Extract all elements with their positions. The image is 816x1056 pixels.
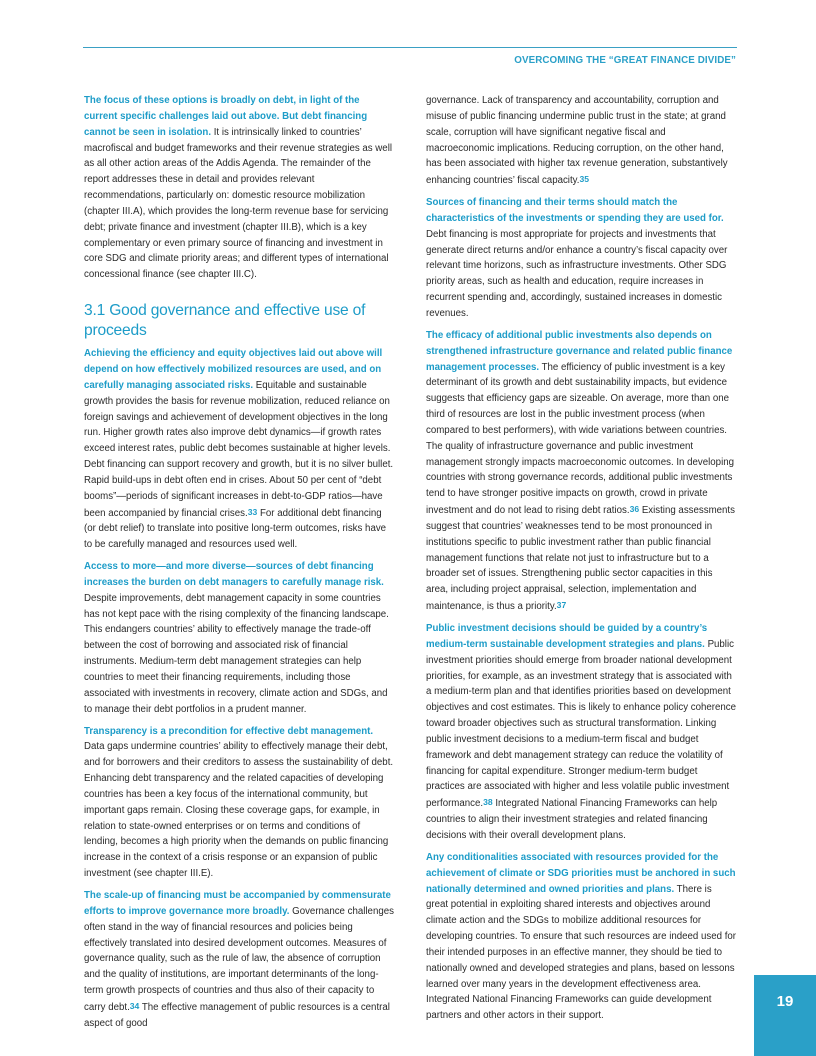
- paragraph-lead: Public investment decisions should be guided by a country’s medium-term sustainable development strategies and plans.: [426, 623, 708, 650]
- paragraph-conditionalities: [426, 850, 736, 1024]
- right-column: [426, 93, 736, 1030]
- paragraph-text: Governance challenges often stand in the way of financial resources and policies being effectively translated into desired development outcomes. Measures of governance quality, such as the rule of law, the absence of corruption and the quality of institutions, are important determinants of the long-term growth prospects of countries and thus also of their capacity to carry debt.: [84, 905, 394, 1013]
- paragraph-text: Equitable and sustainable growth provides the basis for revenue mobilization, reduced reliance on foreign savings and achievement of development objectives in the long run. Higher growth rates also improve debt dynamics—if growth rates exceed interest rates, public debt becomes sustainable at higher levels. Debt financing can support recovery and growth, but it is no silver bullet. Rapid build-ups in debt often end in crises. About 50 per cent of “debt booms”—periods of significant increases in debt-to-GDP ratios—have been accompanied by financial crises.: [84, 379, 394, 519]
- paragraph-lead: Achieving the efficiency and equity objectives laid out above will depend on how effectively mobilized resources are used, and on carefully managing associated risks.: [84, 348, 383, 391]
- header-rule: [83, 47, 737, 48]
- paragraph-text: Integrated National Financing Frameworks can help countries to align their investment strategies and related financing decisions with their overall development plans.: [426, 798, 718, 841]
- paragraph-text: There is great potential in exploiting shared interests and objectives around climate action and the SDGs to mobilize additional resources for developing countries. To ensure that such resources are indeed used for their intended purposes in an effective manner, they should be tied to nationally owned and developed strategies and plans, based on lessons learned over many years in the development effectiveness area. Integrated National Financing Frameworks can guide development partners and other actors in their support.: [426, 883, 737, 1022]
- footnote-ref-36[interactable]: 36: [629, 504, 640, 515]
- footnote-ref-35[interactable]: 35: [579, 174, 590, 185]
- paragraph-lead: Any conditionalities associated with resources provided for the achievement of climate or SDG priorities must be anchored in such nationally determined and owned priorities and plans.: [426, 851, 736, 895]
- paragraph-text: The effective management of public resources is a central aspect of good: [84, 1001, 390, 1029]
- paragraph-text: Existing assessments suggest that countries’ weaknesses tend to be most pronounced in institutions specific to public investment rather than public financial management functions that relate not just to infrastructure but to a broader set of issues. Strengthening public sector capacities in this area, including project appraisal, selection, implementation and maintenance, is thus a priority.: [426, 505, 735, 613]
- paragraph-text: Debt financing is most appropriate for projects and investments that generate direct returns and/or enhance a country’s fiscal capacity over relevant time horizons, such as infrastructure investments. Other SDG priority areas, such as health and education, require increases in recurrent spending and, accordingly, sustained increases in domestic revenues.: [426, 228, 728, 319]
- paragraph-lead: Sources of financing and their terms should match the characteristics of the investments or spending they are used for.: [426, 197, 724, 224]
- footnote-ref-34[interactable]: 34: [129, 1000, 140, 1011]
- paragraph-lead: The scale-up of financing must be accompanied by commensurate efforts to improve governance more broadly.: [84, 889, 391, 917]
- footnote-ref-33[interactable]: 33: [247, 506, 258, 517]
- footnote-ref-38[interactable]: 38: [483, 797, 493, 808]
- page-number-tab: [754, 975, 816, 1056]
- paragraph-medium-term: [426, 621, 736, 844]
- section-heading: 3.1 Good governance and effective use of proceeds: [84, 302, 366, 340]
- paragraph-lead: Access to more—and more diverse—sources of debt financing increases the burden on debt managers to carefully manage risk.: [84, 561, 384, 588]
- paragraph-text: Despite improvements, debt management capacity in some countries has not kept pace with the rising complexity of the financing landscape. This endangers countries’ ability to effectively manage the trade-off between the cost of borrowing and associated risk of financial instruments. Medium-term debt management strategies can help countries to meet their financing requirements, including those associated with investments in recovery, climate action and SDGs, and to manage their debt portfolios in a prudent manner.: [84, 592, 389, 715]
- left-column: [84, 93, 394, 1038]
- intro-lead: The focus of these options is broadly on debt, in light of the current specific challenges laid out above. But debt financing cannot be seen in isolation.: [84, 95, 368, 138]
- paragraph-text: For additional debt financing (or debt relief) to translate into positive long-term outcomes, risks have to be carefully managed and resources used well.: [84, 507, 387, 551]
- running-title: OVERCOMING THE “GREAT FINANCE DIVIDE”: [514, 55, 736, 66]
- paragraph-debt-managers: [84, 559, 394, 717]
- intro-paragraph: [84, 93, 394, 283]
- paragraph-financing-sources: [426, 195, 736, 322]
- paragraph-efficiency: [84, 346, 394, 553]
- page-number: 19: [776, 993, 794, 1010]
- paragraph-governance: [84, 888, 394, 1032]
- paragraph-text: governance. Lack of transparency and accountability, corruption and misuse of public financing undermine public trust in the state; at grand scale, corruption will have significant negative fiscal and macroeconomic implications. Reducing corruption, on the other hand, has been associated with higher tax revenue generation, substantively enhancing countries’ fiscal capacity.: [426, 95, 728, 187]
- paragraph-text: Data gaps undermine countries’ ability to effectively manage their debt, and for borrowers and their creditors to assess the sustainability of debt. Enhancing debt transparency and the related capacities of developing countries has been a key focus of the international community, but important gaps remain. Closing these coverage gaps, for example, in relation to state-owned enterprises or on terms and conditions of lending, becomes a high priority when the demands on public financing increase in the context of a crisis response or an expansion of public investment (see chapter III.E).: [84, 741, 394, 880]
- paragraph-public-investment: [426, 328, 736, 615]
- paragraph-transparency: [84, 724, 394, 882]
- paragraph-lead: Transparency is a precondition for effective debt management.: [84, 725, 374, 737]
- paragraph-text: Public investment priorities should emerge from broader national development priorities, for example, as an investment strategy that is associated with a medium-term plan and that identifies priorities based on development objectives and cost estimates. This is likely to enhance policy coherence toward broader objectives such as structural transformation. Linking public investment decisions to a medium-term fiscal and budget framework and debt management strategy can reduce the volatility of financing for capital expenditure. Stronger medium-term budget practices are associated with higher and less volatile public investment performance.: [426, 638, 736, 810]
- footnote-ref-37[interactable]: 37: [556, 600, 567, 611]
- paragraph-lead: The efficacy of additional public investments also depends on strengthened infrastructure governance and related public finance management processes.: [426, 329, 733, 373]
- paragraph-text: The efficiency of public investment is a key determinant of its growth and debt sustainability impacts, but evidence suggests that efficiency gaps are sizeable. On average, more than one third of resources are lost in the public investment process (when compared to best performers), with wide variations between countries. The quality of infrastructure governance and public investment management strongly impacts macroeconomic outcomes. In developing countries with strong governance records, additional public investments tend to have stronger positive impacts on growth, crowd in private investment and do not lead to rising debt ratios.: [426, 361, 734, 517]
- paragraph-continued: [426, 93, 736, 189]
- intro-text: It is intrinsically linked to countries’ macrofiscal and budget frameworks and their revenue strategies as well as all other action areas of the Addis Agenda. The remainder of the report addresses these in detail and provides relevant recommendations, particularly on: domestic resource mobilization (chapter III.A), which provides the long-term revenue base for servicing debt; private finance and investment (chapter III.B), which is a key complementary or even primary source of financing and investment in core SDG and climate priority areas; and different types of international concessional finance (see chapter III.C).: [84, 126, 392, 281]
